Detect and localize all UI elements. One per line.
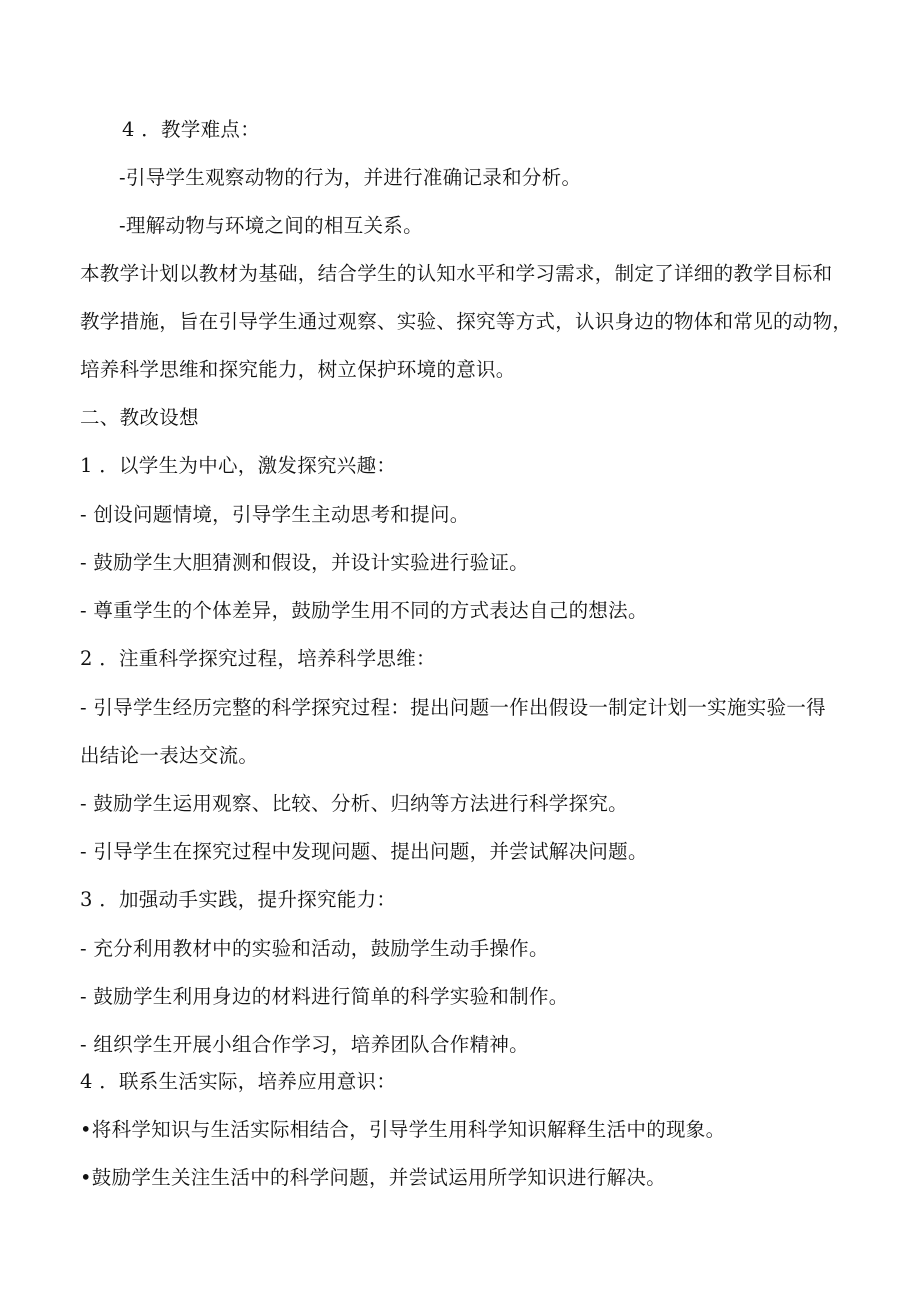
- subheading: 3 ．加强动手实践，提升探究能力：: [80, 888, 397, 911]
- list-item: - 鼓励学生运用观察、比较、分析、归纳等方法进行科学探究。: [80, 792, 628, 815]
- subheading-teaching-difficulties: 4 ．教学难点：: [122, 118, 261, 141]
- subheading: 1 ．以学生为中心，激发探究兴趣：: [80, 454, 397, 477]
- bullet-item: •将科学知识与生活实际相结合，引导学生用科学知识解释生活中的现象。: [80, 1118, 726, 1141]
- list-item: - 组织学生开展小组合作学习，培养团队合作精神。: [80, 1033, 529, 1056]
- section-heading: 二、教改设想: [80, 406, 199, 429]
- list-item: - 引导学生在探究过程中发现问题、提出问题，并尝试解决问题。: [80, 840, 648, 863]
- list-item: - 引导学生经历完整的科学探究过程：提出问题一作出假设一制定计划一实施实验一得: [80, 696, 826, 719]
- list-item: - 鼓励学生大胆猜测和假设，并设计实验进行验证。: [80, 551, 529, 574]
- list-item: -理解动物与环境之间的相互关系。: [119, 214, 423, 237]
- list-item: - 创设问题情境，引导学生主动思考和提问。: [80, 503, 470, 526]
- list-item: - 鼓励学生利用身边的材料进行简单的科学实验和制作。: [80, 985, 569, 1008]
- paragraph-line: 培养科学思维和探究能力，树立保护环境的意识。: [80, 358, 516, 381]
- subheading: 4 ．联系生活实际，培养应用意识：: [80, 1070, 397, 1093]
- paragraph-line: 本教学计划以教材为基础，结合学生的认知水平和学习需求，制定了详细的教学目标和: [80, 262, 833, 285]
- bullet-item: •鼓励学生关注生活中的科学问题，并尝试运用所学知识进行解决。: [80, 1166, 667, 1189]
- subheading: 2 ．注重科学探究过程，培养科学思维：: [80, 647, 436, 670]
- list-item: - 充分利用教材中的实验和活动，鼓励学生动手操作。: [80, 937, 549, 960]
- list-item-continuation: 出结论一表达交流。: [80, 744, 259, 767]
- paragraph-line: 教学措施，旨在引导学生通过观察、实验、探究等方式，认识身边的物体和常见的动物，: [80, 310, 853, 333]
- list-item: - 尊重学生的个体差异，鼓励学生用不同的方式表达自己的想法。: [80, 599, 648, 622]
- list-item: -引导学生观察动物的行为，并进行准确记录和分析。: [119, 166, 582, 189]
